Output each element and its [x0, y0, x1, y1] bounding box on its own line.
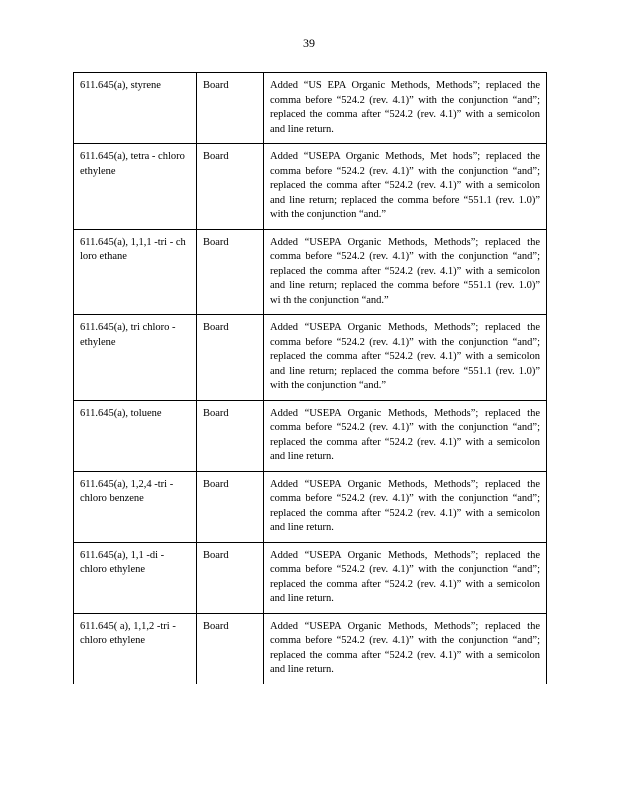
description-cell: Added “USEPA Organic Methods, Methods”; replaced the comma before “524.2 (rev. 4.1)” with the conjunction “and”; replaced the comma after “524.2 (rev. 4.1)” with a semicolon and line return; replaced the comma before “551.1 (rev. 1.0)” with the conjunction “and.” — [264, 315, 547, 401]
section-cell: 611.645(a), tri chloro - ethylene — [74, 315, 197, 401]
description-cell: Added “USEPA Organic Methods, Methods”; replaced the comma before “524.2 (rev. 4.1)” with the conjunction “and”; replaced the comma after “524.2 (rev. 4.1)” with a semicolon and line return. — [264, 613, 547, 684]
source-cell: Board — [197, 229, 264, 315]
description-cell: Added “USEPA Organic Methods, Methods”; replaced the comma before “524.2 (rev. 4.1)” with the conjunction “and”; replaced the comma after “524.2 (rev. 4.1)” with a semicolon and line return. — [264, 542, 547, 613]
table-row — [74, 229, 547, 315]
source-cell: Board — [197, 144, 264, 230]
table-row — [74, 542, 547, 613]
description-cell: Added “US EPA Organic Methods, Methods”; replaced the comma before “524.2 (rev. 4.1)” with the conjunction “and”; replaced the comma after “524.2 (rev. 4.1)” with a semicolon and line return. — [264, 73, 547, 144]
table-row — [74, 400, 547, 471]
description-cell: Added “USEPA Organic Methods, Met hods”; replaced the comma before “524.2 (rev. 4.1)” with the conjunction “and”; replaced the comma after “524.2 (rev. 4.1)” with a semicolon and line return; replaced the comma before “551.1 (rev. 1.0)” with the conjunction “and.” — [264, 144, 547, 230]
description-cell: Added “USEPA Organic Methods, Methods”; replaced the comma before “524.2 (rev. 4.1)” with the conjunction “and”; replaced the comma after “524.2 (rev. 4.1)” with a semicolon and line return. — [264, 471, 547, 542]
section-cell: 611.645(a), styrene — [74, 73, 197, 144]
table-row — [74, 613, 547, 684]
source-cell: Board — [197, 315, 264, 401]
section-cell: 611.645(a), 1,2,4 -tri - chloro benzene — [74, 471, 197, 542]
source-cell: Board — [197, 400, 264, 471]
section-cell: 611.645( a), 1,1,2 -tri - chloro ethylene — [74, 613, 197, 684]
table-row — [74, 73, 547, 144]
source-cell: Board — [197, 613, 264, 684]
section-cell: 611.645(a), 1,1 -di - chloro ethylene — [74, 542, 197, 613]
description-cell: Added “USEPA Organic Methods, Methods”; replaced the comma before “524.2 (rev. 4.1)” with the conjunction “and”; replaced the comma after “524.2 (rev. 4.1)” with a semicolon and line return. — [264, 400, 547, 471]
page-number: 39 — [303, 36, 315, 50]
source-cell: Board — [197, 542, 264, 613]
changes-table — [73, 72, 547, 684]
source-cell: Board — [197, 73, 264, 144]
table-row — [74, 471, 547, 542]
table-row — [74, 144, 547, 230]
source-cell: Board — [197, 471, 264, 542]
section-cell: 611.645(a), 1,1,1 -tri - ch loro ethane — [74, 229, 197, 315]
table-row — [74, 315, 547, 401]
description-cell: Added “USEPA Organic Methods, Methods”; replaced the comma before “524.2 (rev. 4.1)” with the conjunction “and”; replaced the comma after “524.2 (rev. 4.1)” with a semicolon and line return; replaced the comma before “551.1 (rev. 1.0)” wi th the conjunction “and.” — [264, 229, 547, 315]
section-cell: 611.645(a), tetra - chloro ethylene — [74, 144, 197, 230]
section-cell: 611.645(a), toluene — [74, 400, 197, 471]
